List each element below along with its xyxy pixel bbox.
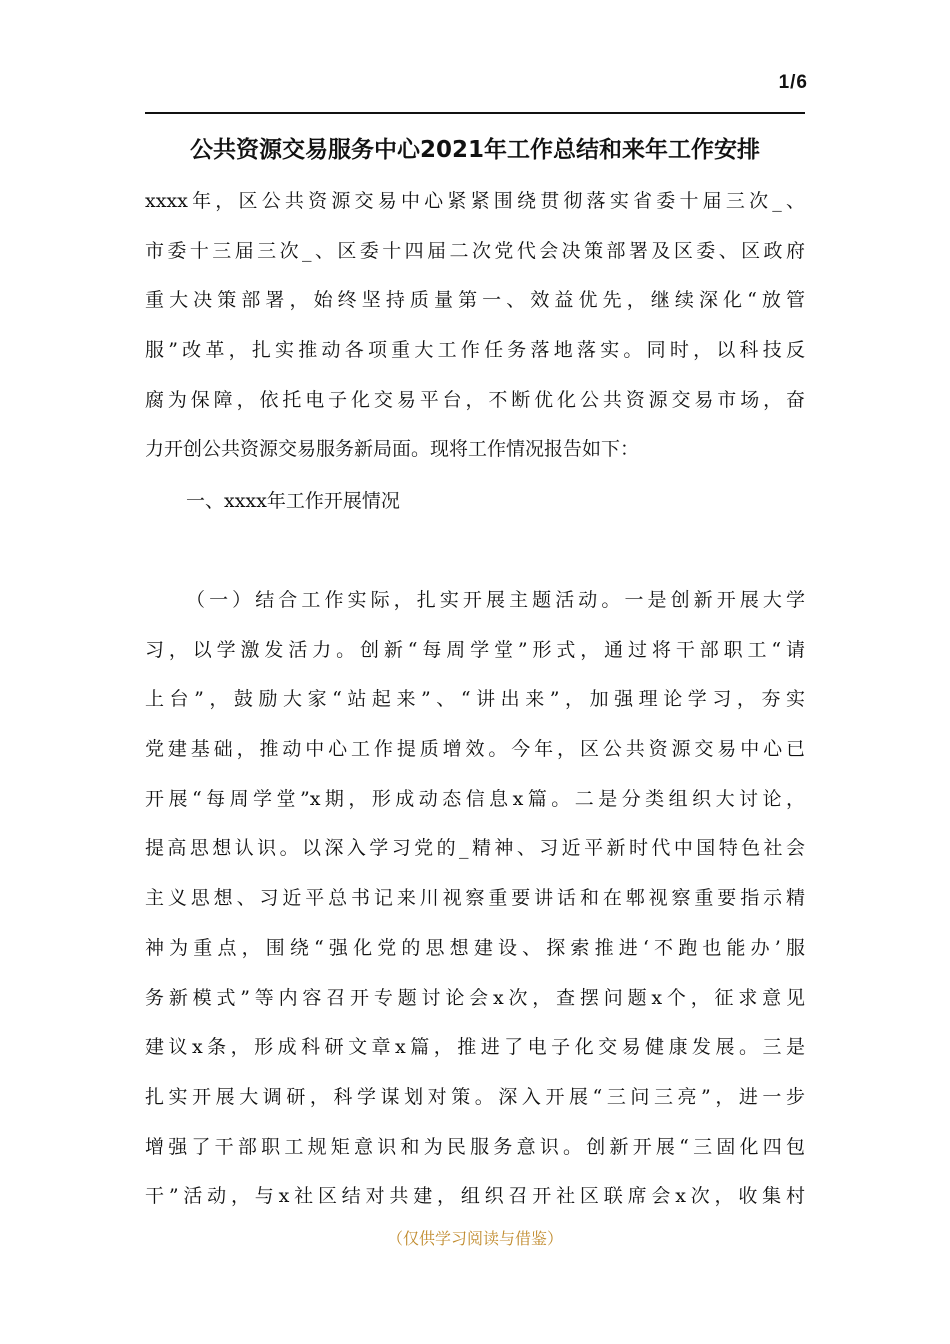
text-line: 建议x条，形成科研文章x篇，推进了电子化交易健康发展。三是 bbox=[145, 1036, 805, 1059]
text-line: xxxx年，区公共资源交易中心紧紧围绕贯彻落实省委十届三次_、 bbox=[145, 190, 805, 212]
text-line: 提高思想认识。以深入学习党的_精神、习近平新时代中国特色社会 bbox=[145, 837, 805, 860]
text-line: 腐为保障，依托电子化交易平台，不断优化公共资源交易市场，奋 bbox=[145, 388, 805, 411]
text-line: 开展“每周学堂”x期，形成动态信息x篇。二是分类组织大讨论， bbox=[145, 787, 805, 810]
text-line: 服”改革，扎实推动各项重大工作任务落地落实。同时，以科技反 bbox=[145, 339, 805, 362]
page-separator: / bbox=[790, 72, 797, 93]
page-total: 6 bbox=[796, 72, 808, 93]
page-current: 1 bbox=[778, 72, 791, 93]
document-title: 公共资源交易服务中心2021年工作总结和来年工作安排 bbox=[189, 137, 760, 163]
text-line: 主义思想、习近平总书记来川视察重要讲话和在郫视察重要指示精 bbox=[145, 887, 805, 910]
text-line: 市委十三届三次_、区委十四届二次党代会决策部署及区委、区政府 bbox=[145, 239, 805, 262]
text-line: 重大决策部署，始终坚持质量第一、效益优先，继续深化“放管 bbox=[145, 289, 805, 312]
section-1-paragraph bbox=[145, 576, 805, 1222]
footer-note: （仅供学习阅读与借鉴） bbox=[386, 1229, 563, 1248]
intro-paragraph bbox=[145, 177, 805, 475]
text-line: 力开创公共资源交易服务新局面。现将工作情况报告如下： bbox=[145, 438, 640, 461]
text-line: 党建基础，推动中心工作提质增效。今年，区公共资源交易中心已 bbox=[145, 738, 805, 761]
text-line: 增强了干部职工规矩意识和为民服务意识。创新开展“三固化四包 bbox=[145, 1135, 805, 1158]
header-rule bbox=[145, 112, 805, 114]
text-line: 上台”，鼓励大家“站起来”、“讲出来”，加强理论学习，夯实 bbox=[145, 688, 805, 711]
page-number bbox=[779, 72, 808, 94]
text-line: 务新模式”等内容召开专题讨论会x次，查摆问题x个，征求意见 bbox=[145, 986, 805, 1009]
text-line: 扎实开展大调研，科学谋划对策。深入开展“三问三亮”，进一步 bbox=[145, 1085, 805, 1108]
text-line: 神为重点，围绕“强化党的思想建设、探索推进‘不跑也能办’服 bbox=[145, 936, 805, 959]
section-heading bbox=[145, 477, 805, 527]
text-line: （一）结合工作实际，扎实开展主题活动。一是创新开展大学 bbox=[186, 589, 805, 611]
text-line: 干”活动，与x社区结对共建，组织召开社区联席会x次，收集村 bbox=[145, 1185, 805, 1208]
heading-text: 一、xxxx年工作开展情况 bbox=[186, 490, 400, 512]
text-line: 习，以学激发活力。创新“每周学堂”形式，通过将干部职工“请 bbox=[145, 638, 805, 661]
